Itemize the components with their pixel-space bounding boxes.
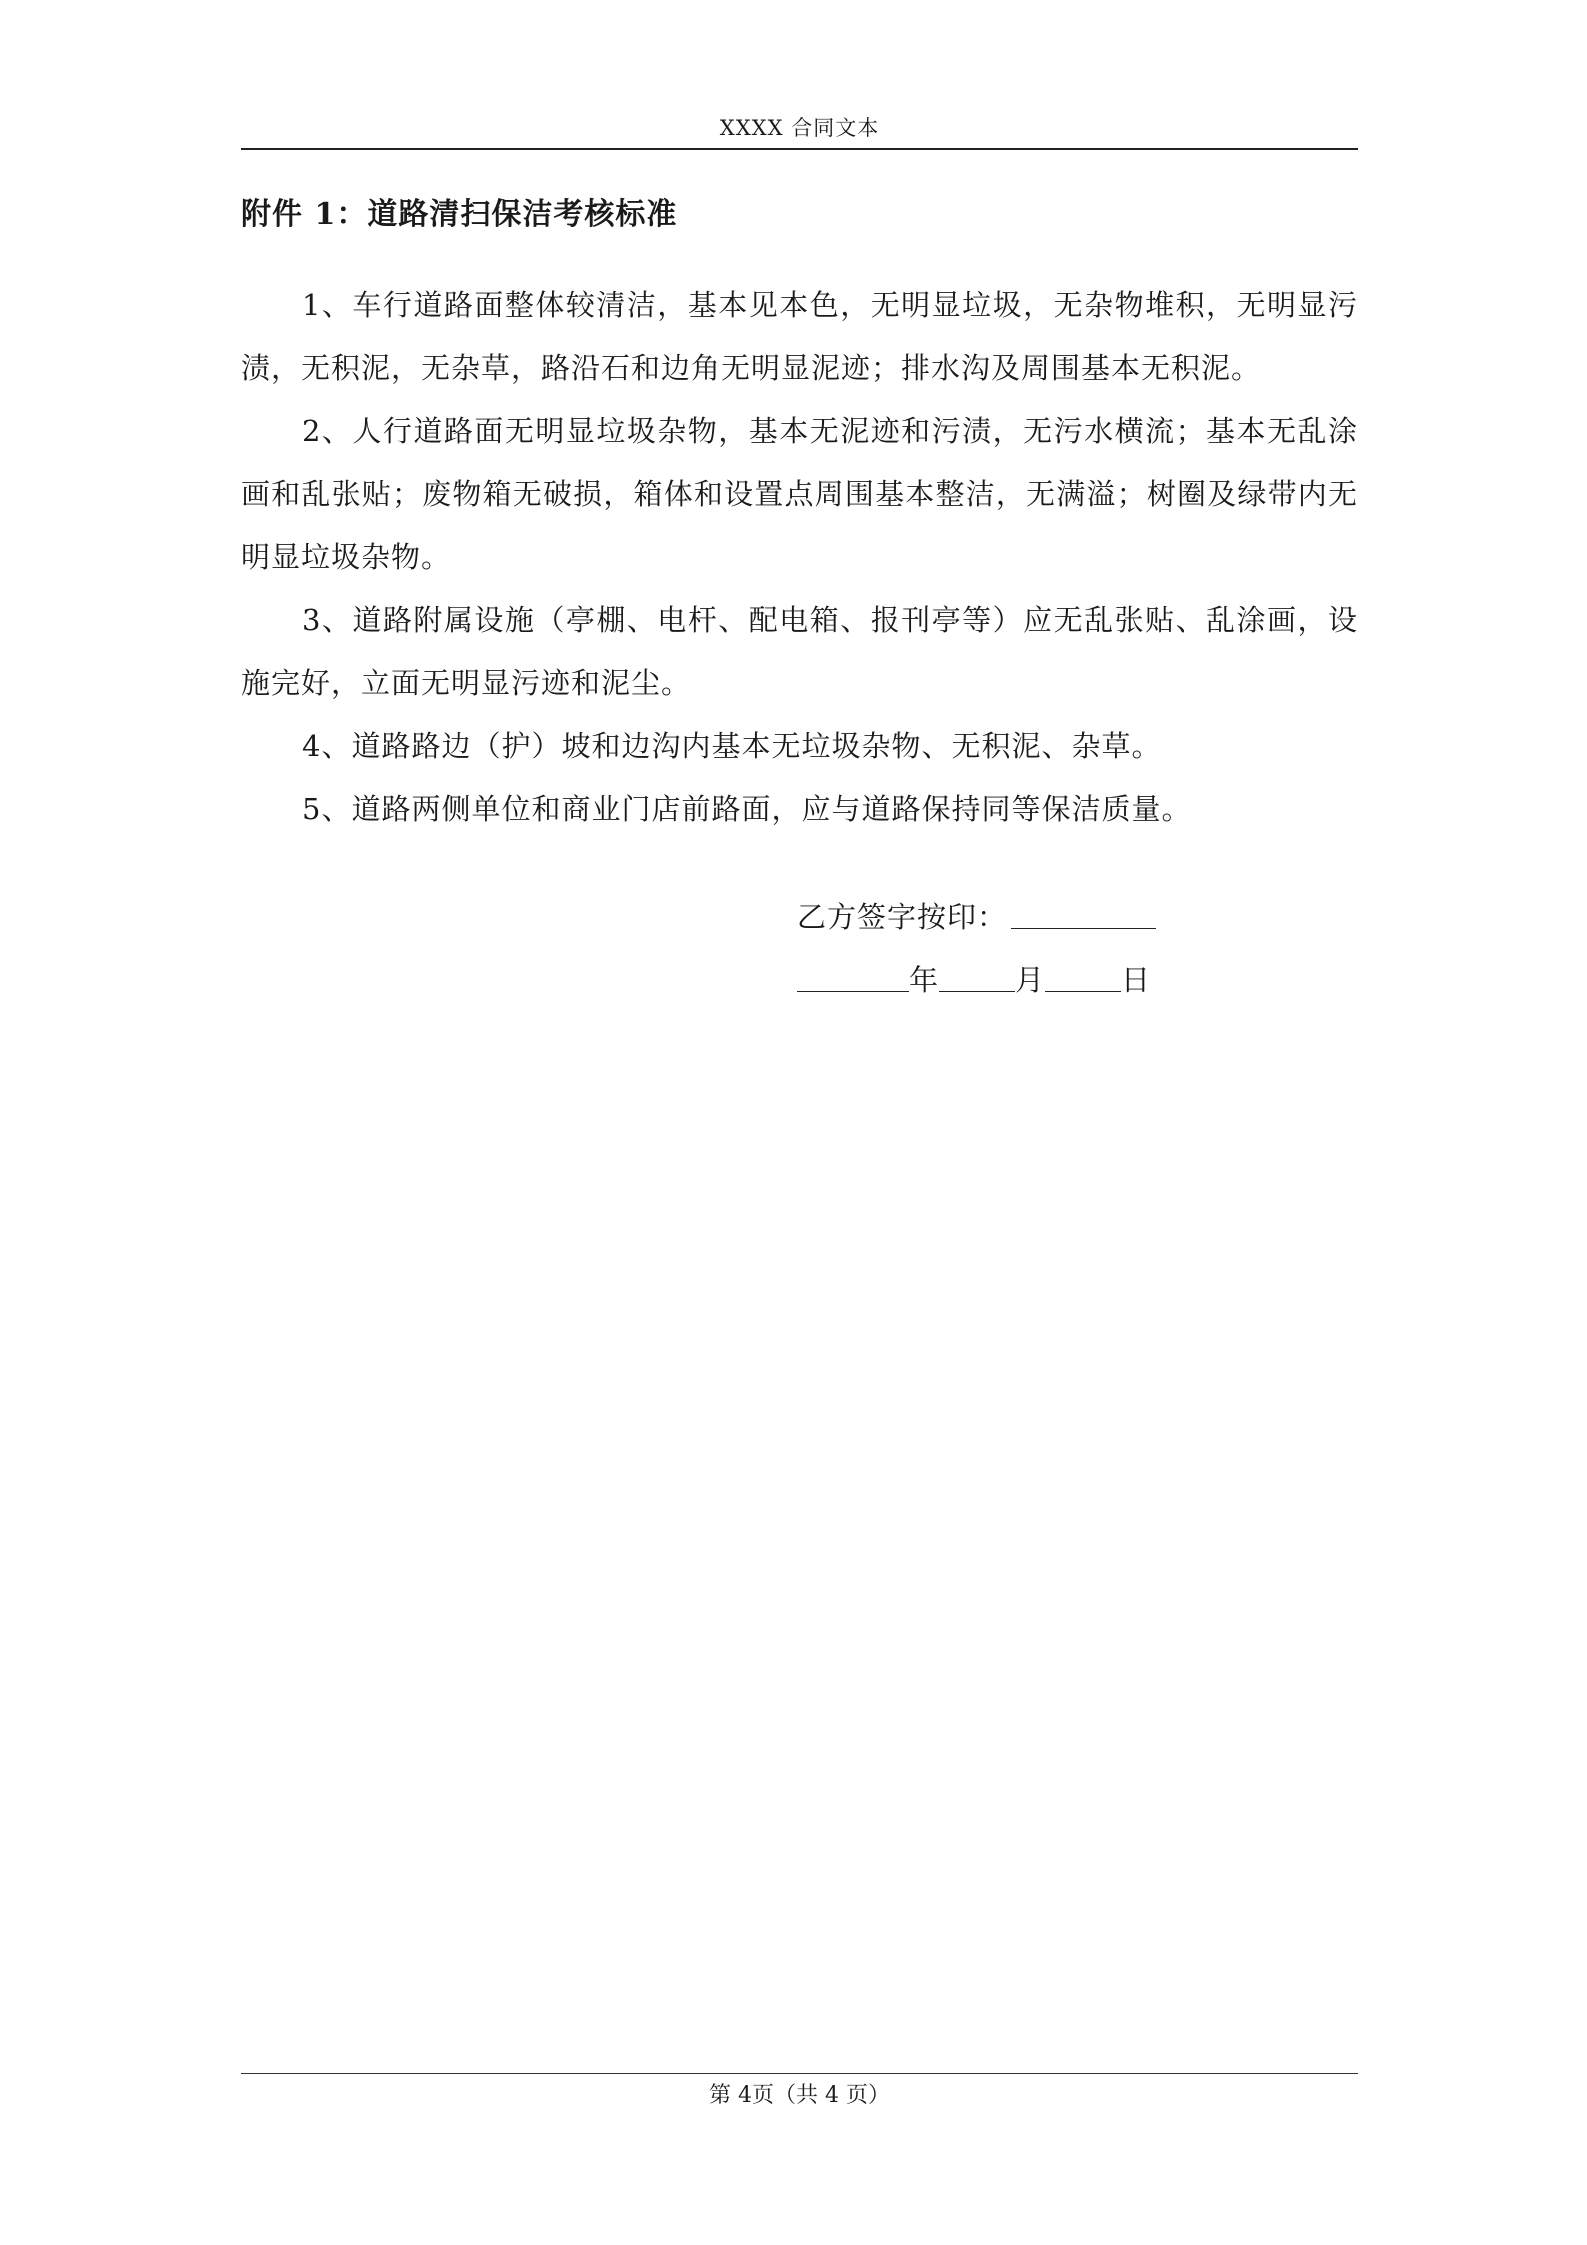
day-label: 日 [1121,963,1152,997]
date-row [797,949,1247,1012]
signature-row [797,886,1247,949]
page-header [241,108,1358,150]
header-title: XXXX 合同文本 [719,116,880,140]
page-number: 第 4页（共 4 页） [709,2083,890,2108]
document-body [241,186,1358,841]
signature-block [797,886,1247,1012]
month-label: 月 [1015,963,1046,997]
clause-1: 1、车行道路面整体较清洁，基本见本色，无明显垃圾，无杂物堆积，无明显污渍，无积泥，无杂草，路沿石和边角无明显泥迹；排水沟及周围基本无积泥。 [241,288,1358,385]
clause-2: 2、人行道路面无明显垃圾杂物，基本无泥迹和污渍，无污水横流；基本无乱涂画和乱张贴；废物箱无破损，箱体和设置点周围基本整洁，无满溢；树圈及绿带内无明显垃圾杂物。 [241,414,1358,574]
clause-3: 3、道路附属设施（亭棚、电杆、配电箱、报刊亭等）应无乱张贴、乱涂画，设施完好，立面无明显污迹和泥尘。 [241,603,1358,700]
year-blank[interactable] [797,961,909,992]
clause-5: 5、道路两侧单位和商业门店前路面，应与道路保持同等保洁质量。 [302,792,1192,826]
day-blank[interactable] [1045,961,1121,992]
attachment-title: 附件 1：道路清扫保洁考核标准 [241,197,678,232]
clause-4: 4、道路路边（护）坡和边沟内基本无垃圾杂物、无积泥、杂草。 [302,729,1162,763]
signature-label: 乙方签字按印： [797,900,1008,934]
signature-blank[interactable] [1011,898,1156,929]
page-footer [241,2073,1358,2116]
year-label: 年 [909,963,940,997]
month-blank[interactable] [939,961,1015,992]
